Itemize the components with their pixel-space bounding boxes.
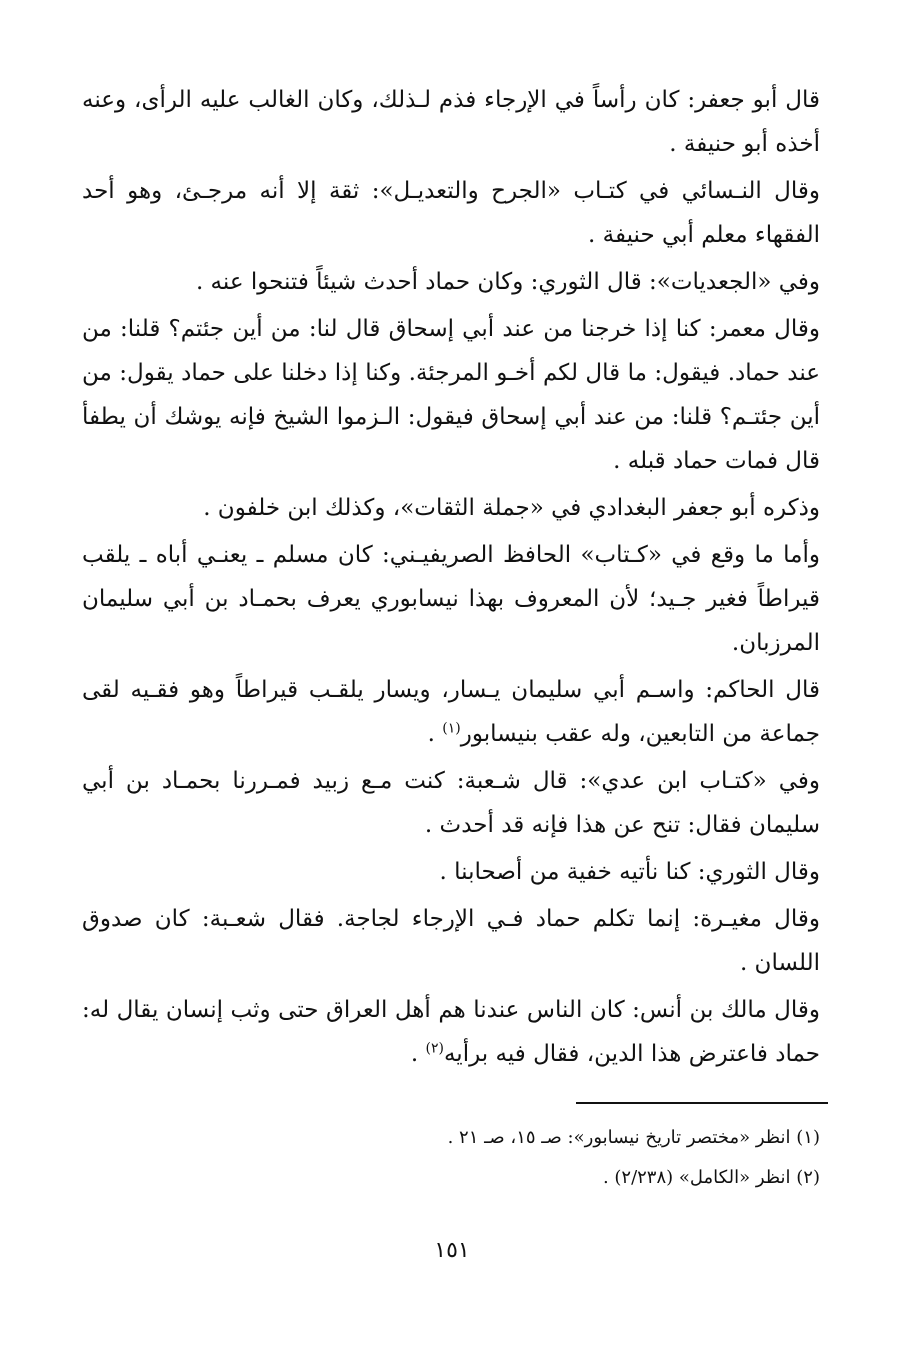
paragraph-tail: . — [410, 1041, 426, 1067]
footnotes — [82, 1118, 820, 1198]
paragraph-11 — [82, 988, 820, 1076]
footnote-2: (٢) انظر «الكامل» (٢/٢٣٨) . — [602, 1167, 820, 1188]
paragraph-9 — [82, 850, 820, 894]
paragraph-text: وذكره أبو جعفر البغدادي في «جملة الثقات»، وكذلك ابن خلفون . — [203, 495, 820, 521]
footnote-divider — [576, 1102, 828, 1104]
paragraph-text: وفي «كتـاب ابن عدي»: قال شـعبة: كنت مـع زبيد فمـررنا بحمـاد بن أبي سليمان فقال: تنح عن هذا فإنه قد أحدث . — [82, 768, 820, 838]
paragraph-8 — [82, 759, 820, 847]
paragraph-1 — [82, 78, 820, 166]
paragraph-7 — [82, 668, 820, 756]
footnote-ref-1[interactable]: (١) — [442, 720, 461, 737]
paragraph-6 — [82, 533, 820, 665]
paragraph-text: قال أبو جعفر: كان رأساً في الإرجاء فذم لـذلك، وكان الغالب عليه الرأى، وعنه أخذه أبو حنيفة . — [82, 87, 820, 157]
paragraph-text: وأما ما وقع في «كـتاب» الحافظ الصريفيـني: كان مسلم ـ يعنـي أباه ـ يلقب قيراطاً فغير جـيد؛ لأن المعروف بهذا نيسابوري يعرف بحمـاد بن أبي سليمان المرزبان. — [82, 542, 820, 656]
paragraph-10 — [82, 897, 820, 985]
paragraph-text: وقال معمر: كنا إذا خرجنا من عند أبي إسحاق قال لنا: من أين جئتم؟ قلنا: من عند حماد. فيقول: ما قال لكم أخـو المرجئة. وكنا إذا دخلنا على حماد يقول: من أين جئتـم؟ قلنا: من عند أبي إسحاق فيقول: الـزموا الشيخ فإنه يوشك أن يطفأ قال فمات حماد قبله . — [82, 316, 820, 474]
paragraph-2 — [82, 169, 820, 257]
paragraph-text: وفي «الجعديات»: قال الثوري: وكان حماد أحدث شيئاً فتنحوا عنه . — [195, 269, 820, 295]
footnote-ref-2[interactable]: (٢) — [425, 1040, 444, 1057]
paragraph-text: قال الحاكم: واسـم أبي سليمان يـسار، ويسار يلقـب قيراطاً وهو فقـيه لقى جماعة من التابعين، وله عقب بنيسابور — [82, 677, 820, 747]
page-number: ١٥١ — [434, 1238, 470, 1263]
paragraph-text: وقال مغيـرة: إنما تكلم حماد فـي الإرجاء لجاجة. فقال شعـبة: كان صدوق اللسان . — [82, 906, 820, 976]
paragraph-3 — [82, 260, 820, 304]
main-text — [82, 78, 820, 1079]
paragraph-4 — [82, 307, 820, 483]
paragraph-text: وقال الثوري: كنا نأتيه خفية من أصحابنا . — [439, 859, 820, 885]
paragraph-text: وقال مالك بن أنس: كان الناس عندنا هم أهل العراق حتى وثب إنسان يقال له: حماد فاعترض هذا الدين، فقال فيه برأيه — [82, 997, 820, 1067]
footnote-1: (١) انظر «مختصر تاريخ نيسابور»: صـ ١٥، صـ ٢١ . — [447, 1127, 820, 1148]
paragraph-5 — [82, 486, 820, 530]
paragraph-tail: . — [427, 721, 443, 747]
paragraph-text: وقال النـسائي في كتـاب «الجرح والتعديـل»: ثقة إلا أنه مرجـئ، وهو أحد الفقهاء معلم أبي حنيفة . — [82, 178, 820, 248]
